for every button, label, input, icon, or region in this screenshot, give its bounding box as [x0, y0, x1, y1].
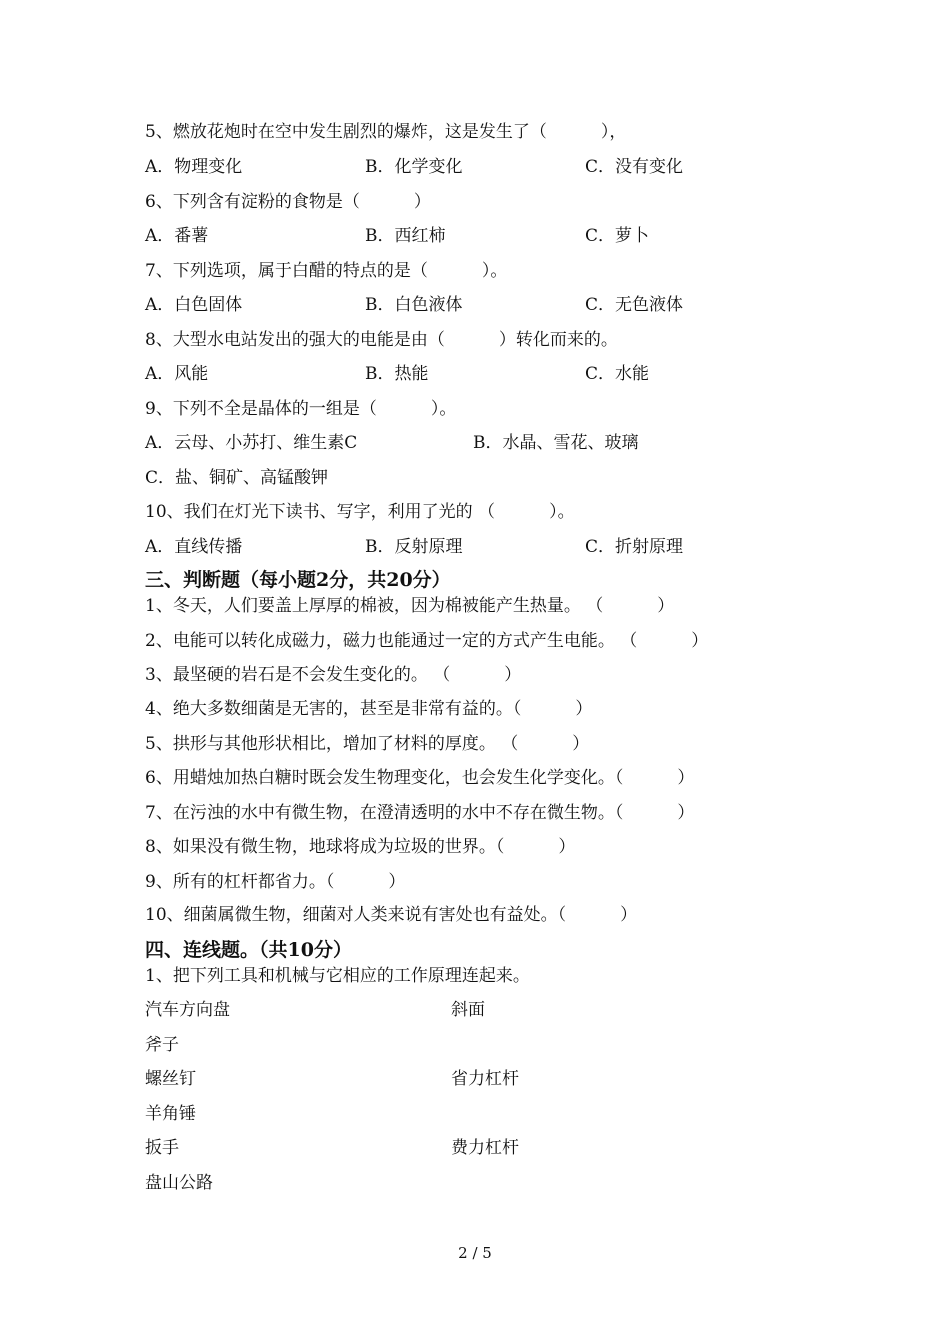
- match-left-item: 斧子: [145, 1035, 179, 1055]
- option-b: B．热能: [365, 364, 429, 384]
- judge-item-9: 9、所有的杠杆都省力。（ ）: [145, 872, 406, 892]
- option-c: C．没有变化: [585, 157, 684, 177]
- option-a: A．云母、小苏打、维生素C: [145, 433, 358, 453]
- section-4-prompt: 1、把下列工具和机械与它相应的工作原理连起来。: [145, 966, 530, 986]
- question-9: 9、下列不全是晶体的一组是（ ）。: [145, 399, 457, 419]
- option-b: B．西红柿: [365, 226, 446, 246]
- question-5: 5、燃放花炮时在空中发生剧烈的爆炸，这是发生了（ ），: [145, 122, 627, 142]
- match-left-item: 扳手: [145, 1138, 179, 1158]
- question-10: 10、我们在灯光下读书、写字，利用了光的 （ ）。: [145, 502, 575, 522]
- option-a: A．直线传播: [145, 537, 243, 557]
- option-c: C．萝卜: [585, 226, 650, 246]
- option-c: C．水能: [585, 364, 650, 384]
- option-a: A．白色固体: [145, 295, 243, 315]
- match-left-item: 汽车方向盘: [145, 1000, 230, 1020]
- judge-item-5: 5、拱形与其他形状相比，增加了材料的厚度。 （ ）: [145, 734, 590, 754]
- judge-item-8: 8、如果没有微生物，地球将成为垃圾的世界。（ ）: [145, 837, 576, 857]
- section-4-title: 四、连线题。（共10分）: [145, 939, 352, 961]
- option-a: A．风能: [145, 364, 209, 384]
- judge-item-3: 3、最坚硬的岩石是不会发生变化的。 （ ）: [145, 665, 522, 685]
- judge-item-2: 2、电能可以转化成磁力，磁力也能通过一定的方式产生电能。 （ ）: [145, 631, 709, 651]
- option-a: A．番薯: [145, 226, 209, 246]
- judge-item-10: 10、细菌属微生物，细菌对人类来说有害处也有益处。（ ）: [145, 905, 638, 925]
- judge-item-1: 1、冬天，人们要盖上厚厚的棉被，因为棉被能产生热量。 （ ）: [145, 596, 675, 616]
- match-left-item: 盘山公路: [145, 1173, 213, 1193]
- option-b: B．反射原理: [365, 537, 463, 557]
- option-b: B．水晶、雪花、玻璃: [473, 433, 639, 453]
- question-6: 6、下列含有淀粉的食物是（ ）: [145, 192, 431, 212]
- match-left-item: 羊角锤: [145, 1104, 196, 1124]
- option-c: C．折射原理: [585, 537, 684, 557]
- option-a: A．物理变化: [145, 157, 243, 177]
- judge-item-7: 7、在污浊的水中有微生物，在澄清透明的水中不存在微生物。（ ）: [145, 803, 695, 823]
- match-right-item: 费力杠杆: [451, 1138, 519, 1158]
- question-7: 7、下列选项，属于白醋的特点的是（ ）。: [145, 261, 508, 281]
- match-left-item: 螺丝钉: [145, 1069, 196, 1089]
- page-number: 2 / 5: [458, 1244, 492, 1262]
- question-8: 8、大型水电站发出的强大的电能是由（ ）转化而来的。: [145, 330, 618, 350]
- judge-item-4: 4、绝大多数细菌是无害的，甚至是非常有益的。（ ）: [145, 699, 593, 719]
- section-3-title: 三、判断题（每小题2分，共20分）: [145, 569, 451, 591]
- option-c: C．盐、铜矿、高锰酸钾: [145, 468, 329, 488]
- option-b: B．白色液体: [365, 295, 463, 315]
- match-right-item: 斜面: [451, 1000, 485, 1020]
- option-b: B．化学变化: [365, 157, 463, 177]
- option-c: C．无色液体: [585, 295, 684, 315]
- judge-item-6: 6、用蜡烛加热白糖时既会发生物理变化，也会发生化学变化。（ ）: [145, 768, 695, 788]
- match-right-item: 省力杠杆: [451, 1069, 519, 1089]
